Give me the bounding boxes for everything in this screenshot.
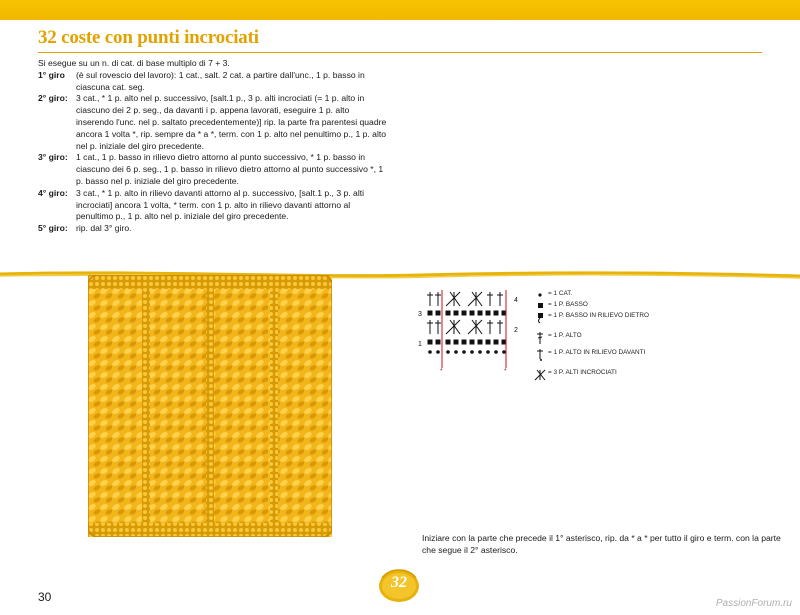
round-text: 1 cat., 1 p. basso in rilievo dietro attorno al punto successivo, * 1 p. basso in ciascuno dei 6 p. seg., 1 p. basso in rilievo dietro attorno al punto successivo *, 1 p. basso nel p. iniziale del giro precedente. bbox=[76, 152, 384, 186]
crochet-swatch-image bbox=[88, 275, 332, 537]
round-text: (è sul rovescio del lavoro): 1 cat., salt. 2 cat. a partire dall'unc., 1 p. basso in ciascuna cat. seg. bbox=[76, 69, 365, 92]
round-text: rip. dal 3° giro. bbox=[76, 223, 132, 234]
round-text: 3 cat., * 1 p. alto nel p. successivo, [salt.1 p., 3 p. alti incrociati (= 1 p. alto in ciascuno dei 2 p. seg., da davanti i p. appena lavorati, eseguire 1 p. alto inserendo l'unc. nel p. saltato precedentemente)] rip. la parte fra parentesi quadre ancora 1 volta *, rip. sempre da * a *, term. con 1 p. alto nel penultimo p., 1 p. alto nel p. iniziale del giro precedente. bbox=[76, 93, 387, 151]
legend-item-crossed-stitches: = 3 P. ALTI INCROCIATI bbox=[534, 369, 684, 381]
front-post-double-crochet-icon bbox=[534, 349, 546, 361]
round-1 bbox=[38, 70, 388, 94]
round-label: 4° giro: bbox=[38, 187, 68, 198]
round-label: 1° giro bbox=[38, 69, 65, 80]
chart-chain-row bbox=[429, 351, 506, 354]
double-crochet-icon bbox=[534, 332, 546, 344]
chart-row-4 bbox=[427, 292, 503, 306]
round-text: 3 cat., * 1 p. alto in rilievo davanti attorno al p. successivo, [salt.1 p., 3 p. alti incrociati] ancora 1 volta, * term. con 1 p. alto in rilievo davanti attorno al penultimo p., 1 p. alto nel p. iniziale del giro precedente. bbox=[76, 187, 365, 222]
row-number: 4 bbox=[514, 297, 518, 304]
stitch-chart bbox=[416, 290, 526, 374]
instructions-intro: Si esegue su un n. di cat. di base multiplo di 7 + 3. bbox=[38, 58, 230, 68]
chart-row-3 bbox=[428, 311, 506, 315]
watermark: PassionForum.ru bbox=[715, 598, 792, 609]
round-label: 2° giro: bbox=[38, 93, 68, 104]
chart-row-2 bbox=[427, 320, 503, 334]
badge-number: 32 bbox=[391, 574, 407, 591]
back-post-single-crochet-icon bbox=[534, 312, 546, 324]
round-label: 3° giro: bbox=[38, 152, 68, 163]
legend-item-front-post-double-crochet: = 1 P. ALTO IN RILIEVO DAVANTI bbox=[534, 349, 684, 369]
round-3 bbox=[38, 152, 388, 187]
page-number: 30 bbox=[38, 590, 52, 604]
round-5 bbox=[38, 223, 388, 235]
svg-text:*: * bbox=[440, 368, 443, 374]
round-4 bbox=[38, 188, 388, 223]
legend-item-chain: = 1 CAT. bbox=[534, 290, 684, 301]
top-color-band bbox=[0, 0, 800, 20]
row-number: 3 bbox=[418, 311, 422, 318]
crossed-stitches-icon bbox=[534, 369, 546, 381]
page-title: 32 coste con punti incrociati bbox=[38, 27, 259, 48]
pattern-note: Iniziare con la parte che precede il 1° asterisco, rip. da * a * per tutto il giro e term. con la parte che segue il 2° asterisco. bbox=[422, 533, 781, 555]
legend-item-single-crochet: = 1 P. BASSO bbox=[534, 301, 684, 312]
round-2 bbox=[38, 93, 388, 152]
chart-legend bbox=[534, 290, 684, 381]
round-label: 5° giro: bbox=[38, 223, 68, 234]
row-number: 1 bbox=[418, 341, 422, 348]
svg-text:*: * bbox=[504, 368, 507, 374]
chart-row-1 bbox=[428, 340, 506, 344]
row-number: 2 bbox=[514, 327, 518, 334]
instructions-block bbox=[38, 58, 388, 235]
title-divider bbox=[38, 52, 762, 53]
legend-item-double-crochet: = 1 P. ALTO bbox=[534, 332, 684, 349]
legend-item-back-post-single-crochet: = 1 P. BASSO IN RILIEVO DIETRO bbox=[534, 312, 684, 332]
